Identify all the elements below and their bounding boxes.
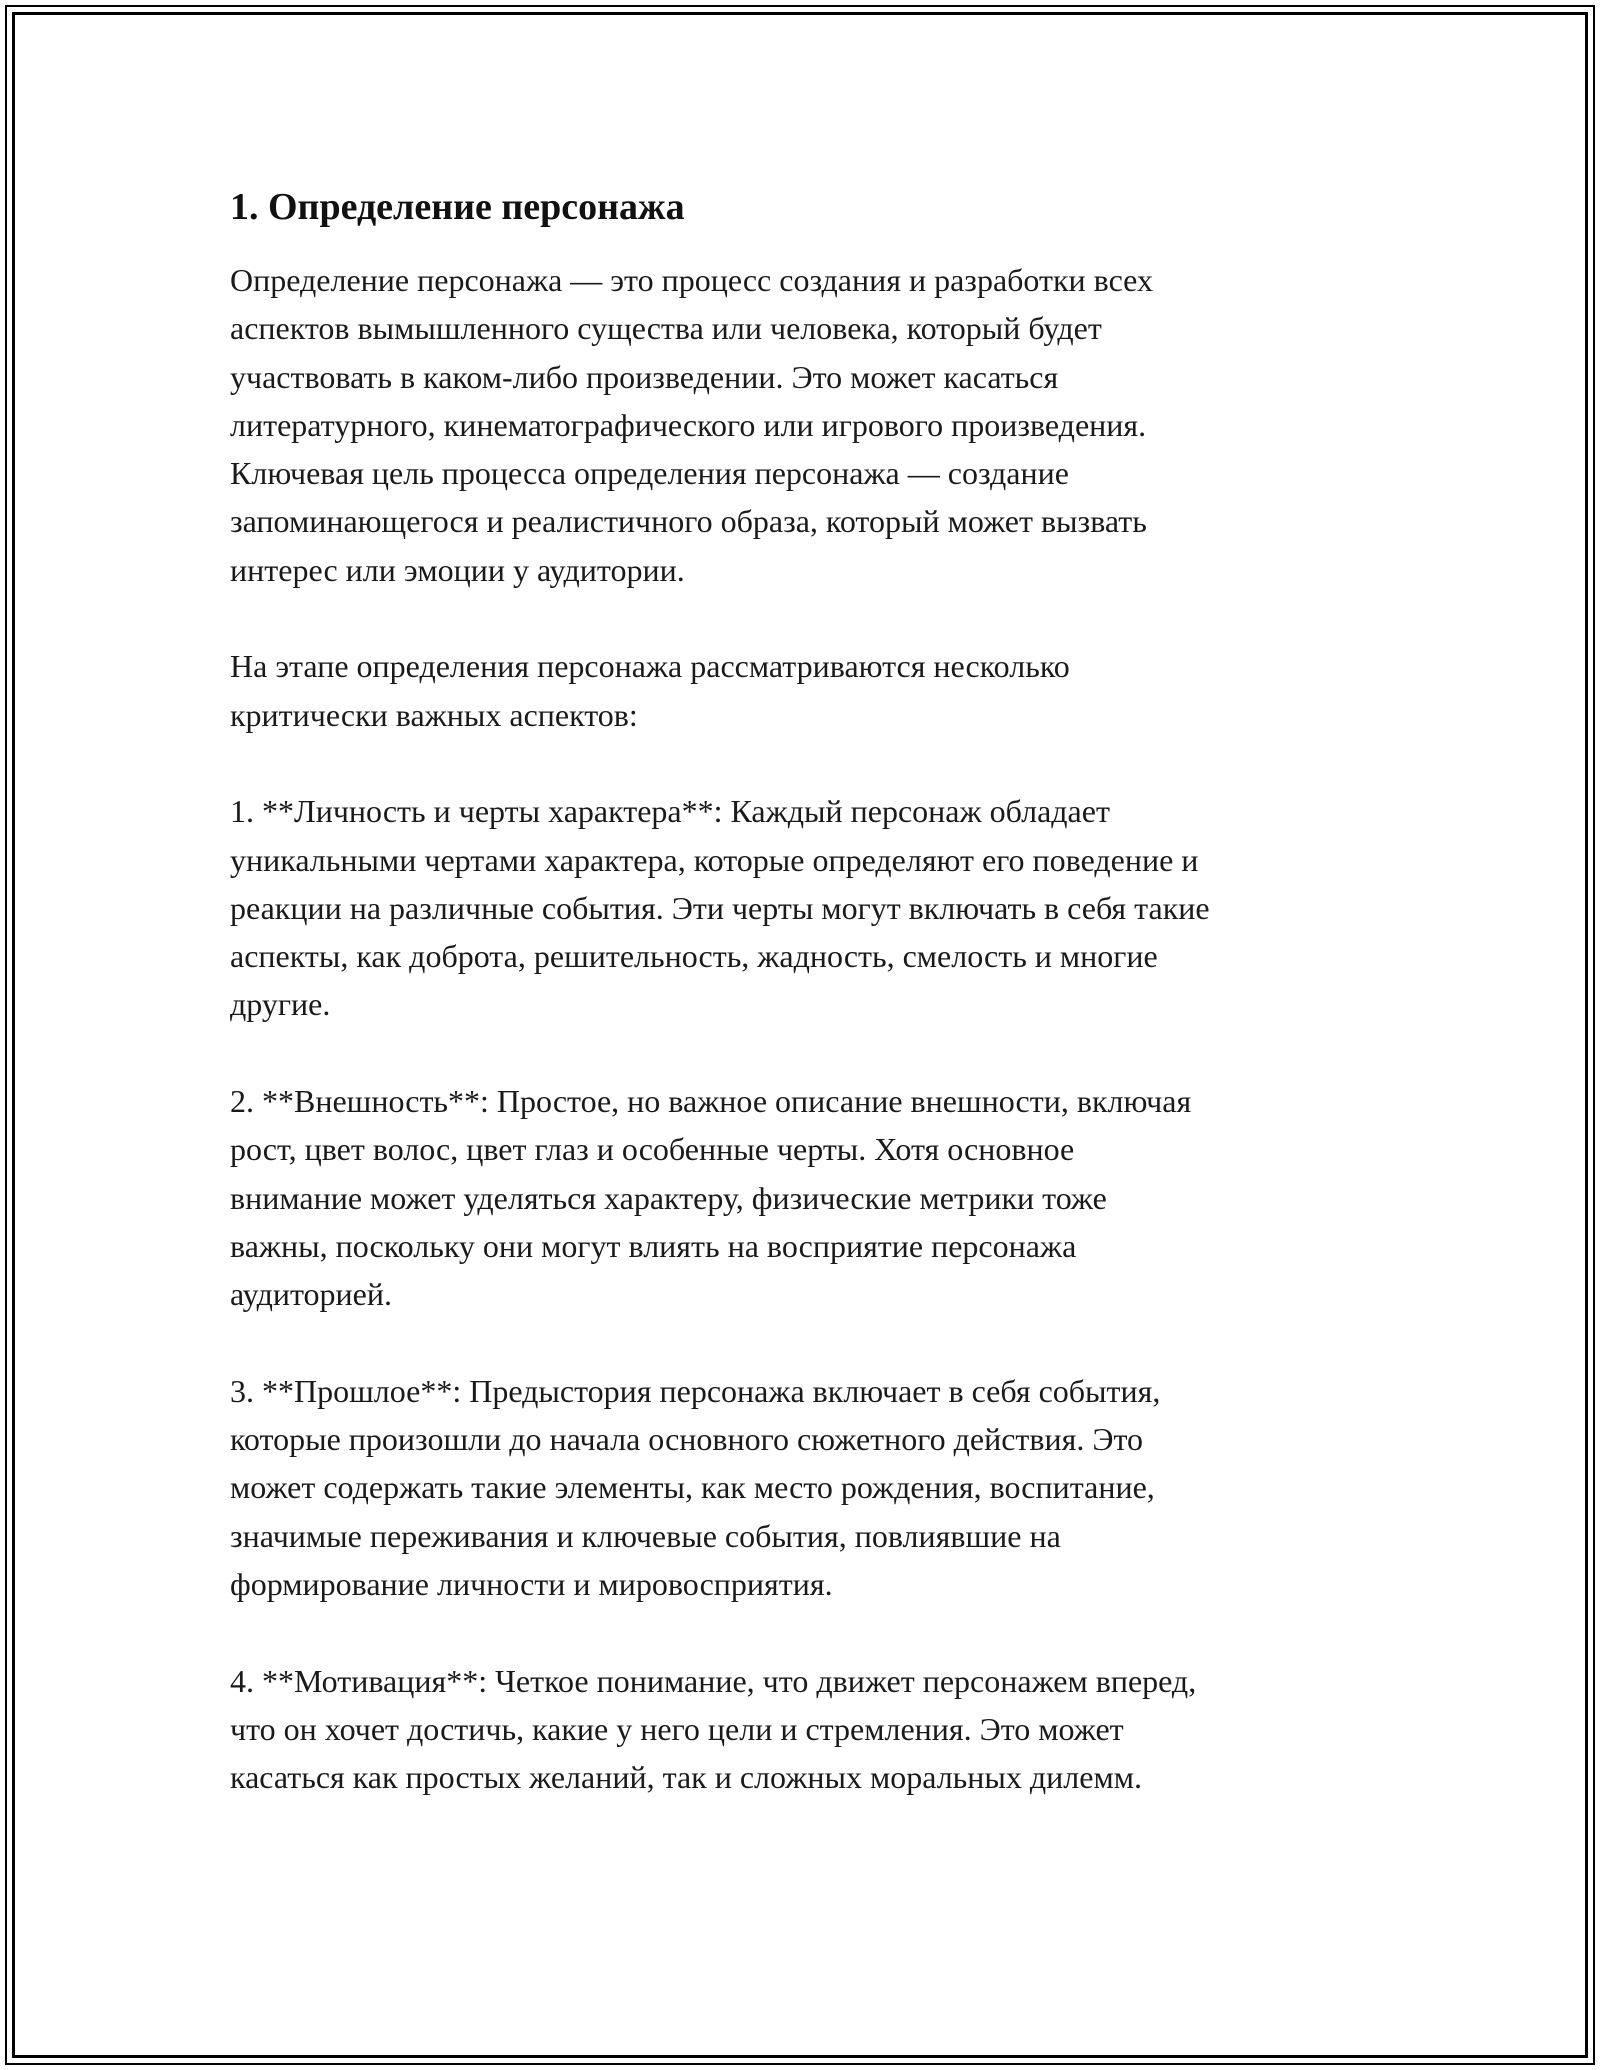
text-line: рост, цвет волос, цвет глаз и особенные черты. Хотя основное	[230, 1131, 1075, 1168]
text-line: внимание может уделяться характеру, физические метрики тоже	[230, 1179, 1107, 1216]
text-line: 3. **Прошлое**: Предыстория персонажа включает в себя события,	[230, 1372, 1161, 1409]
text-line: формирование личности и мировосприятия.	[230, 1566, 833, 1603]
list-item-motivation	[230, 1657, 1380, 1802]
text-line: Определение персонажа — это процесс создания и разработки всех	[230, 262, 1153, 298]
text-line: значимые переживания и ключевые события, повлиявшие на	[230, 1517, 1061, 1554]
list-item-appearance	[230, 1077, 1380, 1318]
list-item-personality	[230, 787, 1380, 1028]
paragraph-definition	[230, 256, 1380, 594]
text-line: 4. **Мотивация**: Четкое понимание, что движет персонажем вперед,	[230, 1662, 1197, 1699]
text-line: важны, поскольку они могут влиять на восприятие персонажа	[230, 1227, 1077, 1264]
text-line: аудиторией.	[230, 1276, 392, 1313]
text-line: литературного, кинематографического или игрового произведения.	[230, 406, 1147, 443]
text-line: реакции на различные события. Эти черты могут включать в себя такие	[230, 889, 1210, 926]
text-line: аспектов вымышленного существа или человека, который будет	[230, 310, 1102, 347]
text-line: касаться как простых желаний, так и сложных моральных дилемм.	[230, 1759, 1142, 1796]
text-line: 1. **Личность и черты характера**: Каждый персонаж обладает	[230, 793, 1110, 830]
text-line: 2. **Внешность**: Простое, но важное описание внешности, включая	[230, 1083, 1192, 1120]
text-line: которые произошли до начала основного сюжетного действия. Это	[230, 1421, 1144, 1458]
document-body	[230, 183, 1380, 1850]
text-line: участвовать в каком-либо произведении. Это может касаться	[230, 358, 1059, 395]
text-line: интерес или эмоции у аудитории.	[230, 551, 685, 588]
text-line: запоминающегося и реалистичного образа, который может вызвать	[230, 503, 1147, 540]
text-line: Ключевая цель процесса определения персонажа — создание	[230, 455, 1069, 492]
text-line: аспекты, как доброта, решительность, жадность, смелость и многие	[230, 938, 1158, 975]
section-heading: 1. Определение персонажа	[230, 186, 685, 228]
text-line: может содержать такие элементы, как место рождения, воспитание,	[230, 1469, 1155, 1506]
list-item-backstory	[230, 1367, 1380, 1608]
text-line: На этапе определения персонажа рассматриваются несколько	[230, 648, 1070, 685]
text-line: другие.	[230, 986, 331, 1023]
text-line: уникальными чертами характера, которые определяют его поведение и	[230, 841, 1199, 878]
paragraph-intro-aspects	[230, 642, 1380, 739]
text-line: что он хочет достичь, какие у него цели и стремления. Это может	[230, 1710, 1124, 1747]
text-line: критически важных аспектов:	[230, 696, 638, 733]
